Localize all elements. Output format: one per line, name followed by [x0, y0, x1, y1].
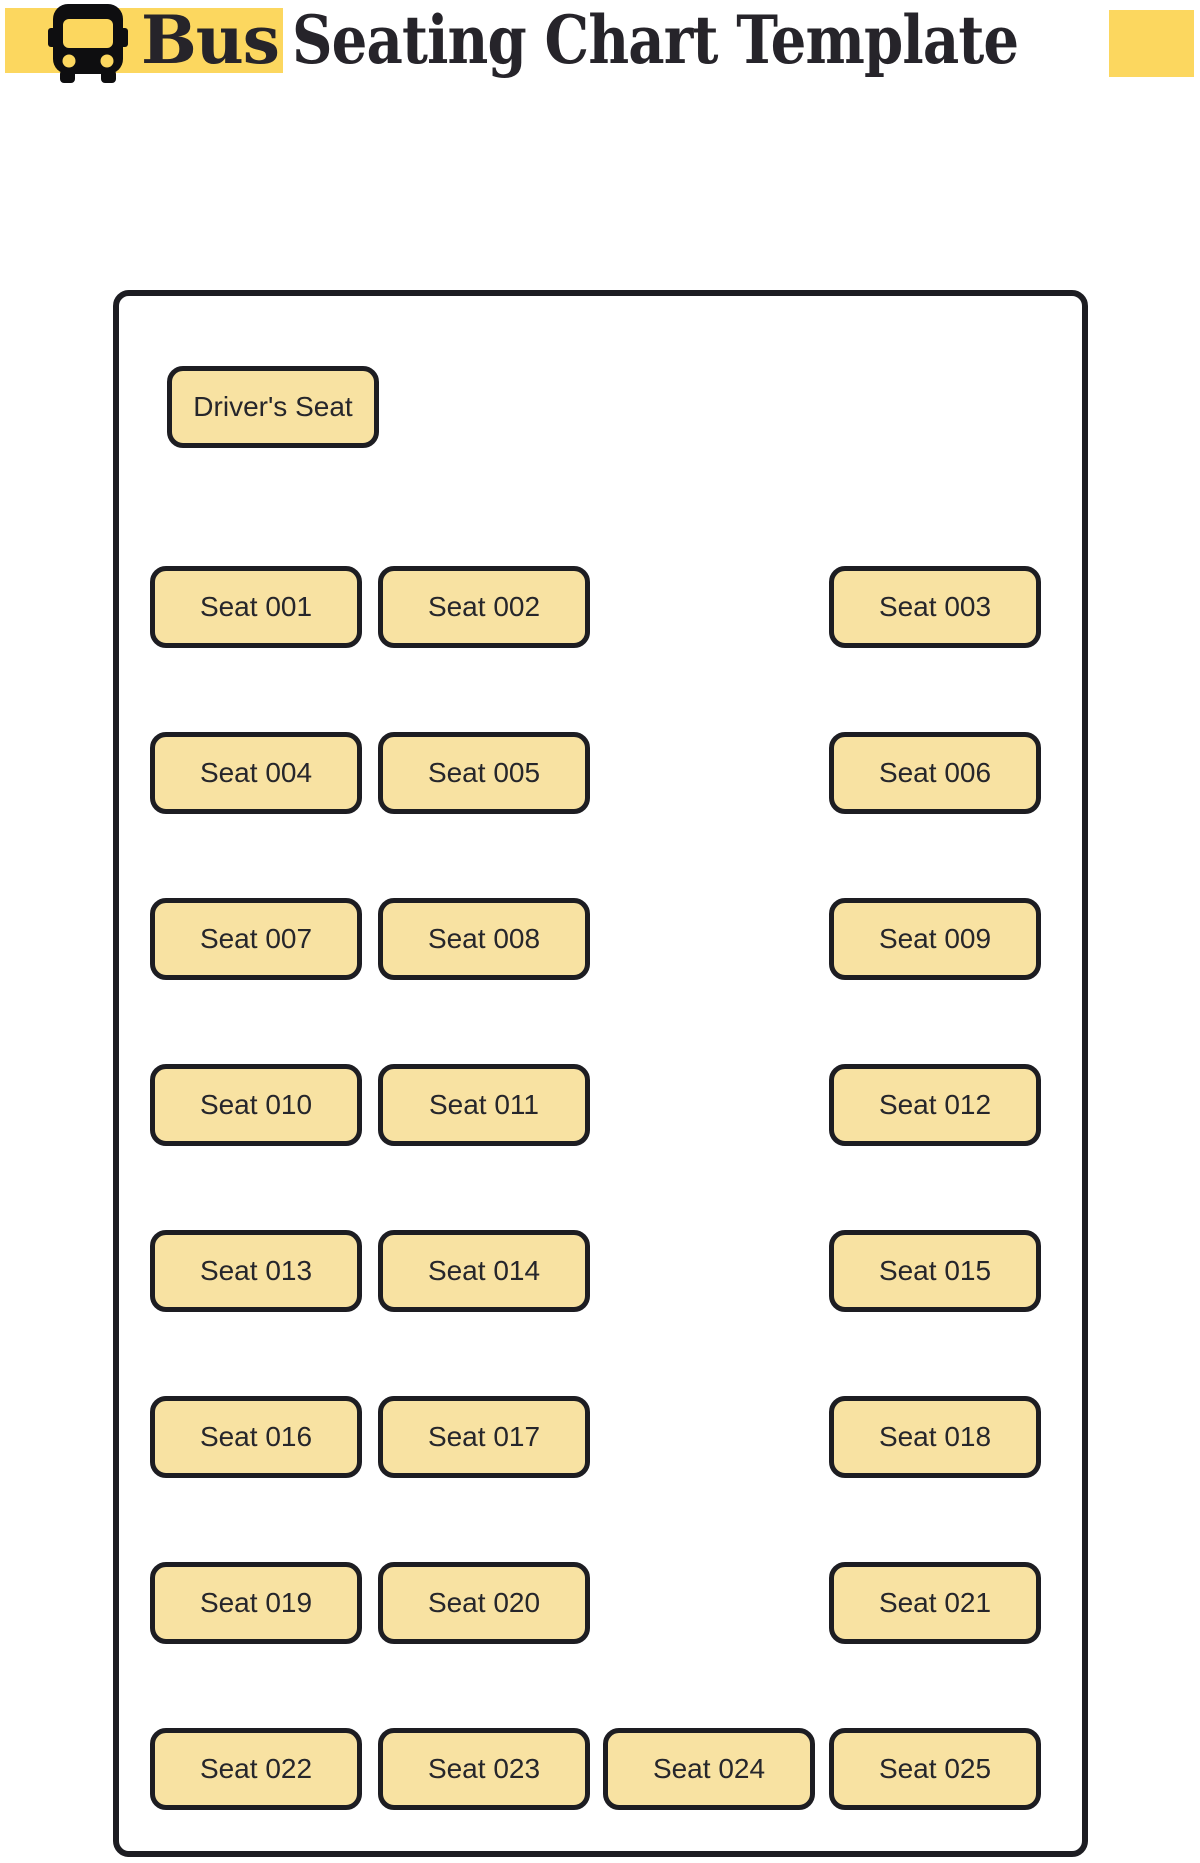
seat-022[interactable]: Seat 022	[150, 1728, 362, 1810]
seat-012[interactable]: Seat 012	[829, 1064, 1041, 1146]
seat-008[interactable]: Seat 008	[378, 898, 590, 980]
seat-024[interactable]: Seat 024	[603, 1728, 815, 1810]
page-title: Seating Chart Template	[292, 1, 1019, 79]
seat-023[interactable]: Seat 023	[378, 1728, 590, 1810]
title-highlight-right	[1109, 10, 1194, 77]
bus-outline	[113, 290, 1088, 1857]
bus-icon	[48, 4, 128, 84]
seat-001[interactable]: Seat 001	[150, 566, 362, 648]
page-title-word-bus: Bus	[141, 1, 279, 79]
seat-002[interactable]: Seat 002	[378, 566, 590, 648]
seat-004[interactable]: Seat 004	[150, 732, 362, 814]
seat-009[interactable]: Seat 009	[829, 898, 1041, 980]
seat-018[interactable]: Seat 018	[829, 1396, 1041, 1478]
driver-seat[interactable]: Driver's Seat	[167, 366, 379, 448]
seat-017[interactable]: Seat 017	[378, 1396, 590, 1478]
seat-011[interactable]: Seat 011	[378, 1064, 590, 1146]
seat-010[interactable]: Seat 010	[150, 1064, 362, 1146]
seat-007[interactable]: Seat 007	[150, 898, 362, 980]
seat-014[interactable]: Seat 014	[378, 1230, 590, 1312]
header	[0, 0, 1200, 100]
seat-003[interactable]: Seat 003	[829, 566, 1041, 648]
seat-019[interactable]: Seat 019	[150, 1562, 362, 1644]
seat-016[interactable]: Seat 016	[150, 1396, 362, 1478]
seat-013[interactable]: Seat 013	[150, 1230, 362, 1312]
seat-006[interactable]: Seat 006	[829, 732, 1041, 814]
seat-021[interactable]: Seat 021	[829, 1562, 1041, 1644]
seat-025[interactable]: Seat 025	[829, 1728, 1041, 1810]
seat-015[interactable]: Seat 015	[829, 1230, 1041, 1312]
seat-005[interactable]: Seat 005	[378, 732, 590, 814]
seat-020[interactable]: Seat 020	[378, 1562, 590, 1644]
